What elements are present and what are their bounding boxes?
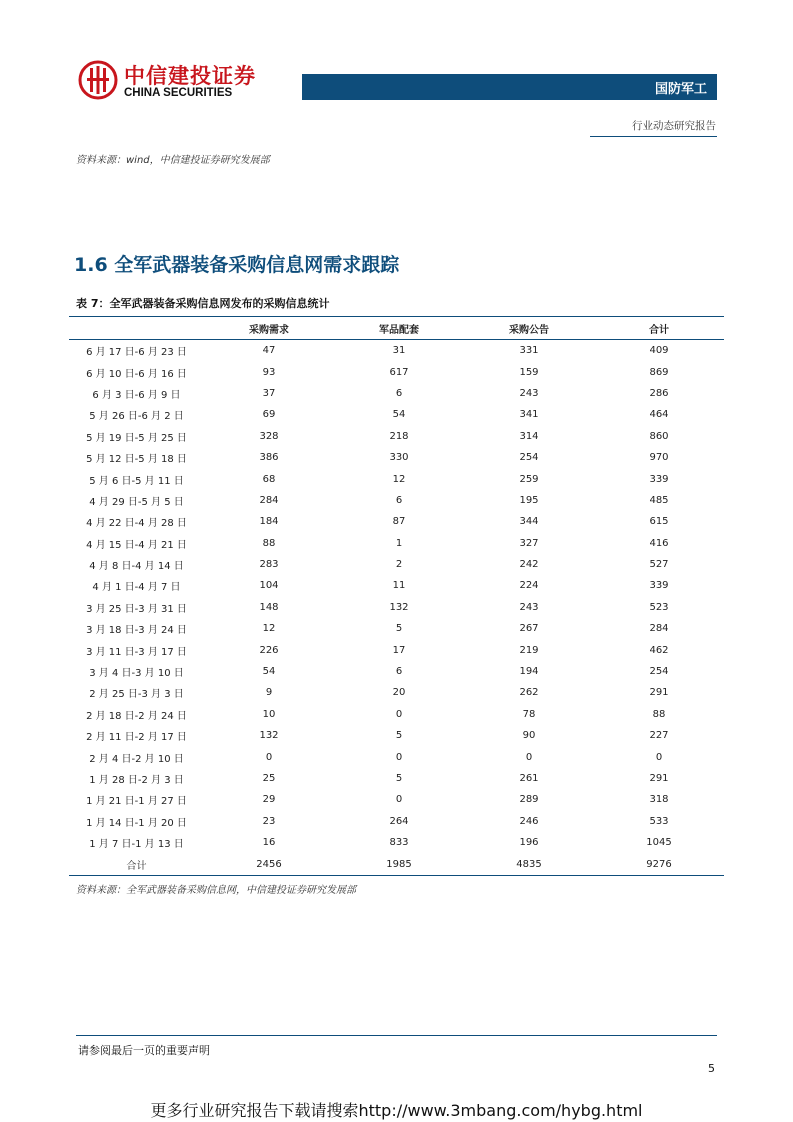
table-cell: 2 月 25 日-3 月 3 日 <box>89 689 184 701</box>
table-cell: 3 月 4 日-3 月 10 日 <box>89 668 184 680</box>
table-cell: 0 <box>395 751 403 763</box>
table-cell: 286 <box>649 387 669 399</box>
table-cell: 93 <box>262 366 276 378</box>
table-cell: 1045 <box>646 837 672 849</box>
header-divider <box>590 136 717 137</box>
table-cell: 6 <box>395 387 403 399</box>
table-row <box>69 597 724 618</box>
table-cell: 328 <box>259 430 279 442</box>
table-cell: 4 月 8 日-4 月 14 日 <box>89 561 184 573</box>
table-cell: 860 <box>649 430 669 442</box>
table-cell: 90 <box>522 730 536 742</box>
table-cell: 318 <box>649 794 669 806</box>
table-cell: 243 <box>519 601 539 613</box>
table-cell: 37 <box>262 387 276 399</box>
table-cell: 344 <box>519 516 539 528</box>
table-cell: 262 <box>519 687 539 699</box>
table-cell: 339 <box>649 580 669 592</box>
table-cell: 1 月 21 日-1 月 27 日 <box>86 796 187 808</box>
table-cell: 88 <box>262 537 276 549</box>
table-header-row <box>69 317 724 340</box>
table-cell: 330 <box>389 452 409 464</box>
table-cell: 195 <box>519 494 539 506</box>
table-cell: 291 <box>649 687 669 699</box>
table-cell: 615 <box>649 516 669 528</box>
table-row <box>69 533 724 554</box>
table-cell: 54 <box>392 409 406 421</box>
table-cell: 533 <box>649 815 669 827</box>
table-row <box>69 490 724 511</box>
promo-banner: 更多行业研究报告下载请搜索http://www.3mbang.com/hybg.html <box>150 1101 643 1120</box>
table-cell: 78 <box>522 708 536 720</box>
table-cell: 9 <box>265 687 273 699</box>
table-cell: 226 <box>259 644 279 656</box>
footer-divider <box>76 1035 717 1036</box>
page-number: 5 <box>708 1062 715 1075</box>
table-cell: 6 月 3 日-6 月 9 日 <box>92 389 181 401</box>
table-cell: 132 <box>259 730 279 742</box>
table-cell: 5 月 26 日-6 月 2 日 <box>89 411 184 423</box>
table-row <box>69 340 724 362</box>
table-cell: 2 月 4 日-2 月 10 日 <box>89 753 184 765</box>
table-row <box>69 618 724 639</box>
table-cell: 5 月 12 日-5 月 18 日 <box>86 454 187 466</box>
logo-chinese-name: 中信建投证券 <box>124 64 256 88</box>
table-cell: 31 <box>392 345 406 357</box>
table-row <box>69 426 724 447</box>
table-cell: 264 <box>389 815 409 827</box>
header-cell-total: 合计 <box>594 317 724 340</box>
table-cell: 0 <box>525 751 533 763</box>
table-cell: 869 <box>649 366 669 378</box>
section-title: 1.6 全军武器装备采购信息网需求跟踪 <box>74 254 400 276</box>
table-row <box>69 811 724 832</box>
table-cell: 11 <box>392 580 406 592</box>
table-cell: 2 月 11 日-2 月 17 日 <box>86 732 187 744</box>
total-cell: 1985 <box>334 853 464 875</box>
table-cell: 485 <box>649 494 669 506</box>
table-row <box>69 447 724 468</box>
total-cell: 4835 <box>464 853 594 875</box>
table-cell: 523 <box>649 601 669 613</box>
table-cell: 0 <box>265 751 273 763</box>
table-cell: 224 <box>519 580 539 592</box>
table-cell: 289 <box>519 794 539 806</box>
table-cell: 218 <box>389 430 409 442</box>
table-cell: 29 <box>262 794 276 806</box>
header-cell-period <box>69 317 204 340</box>
table-row <box>69 768 724 789</box>
table-cell: 5 <box>395 623 403 635</box>
table-cell: 327 <box>519 537 539 549</box>
table-cell: 54 <box>262 666 276 678</box>
table-cell: 617 <box>389 366 409 378</box>
table-cell: 5 月 19 日-5 月 25 日 <box>86 432 187 444</box>
table-cell: 1 <box>395 537 403 549</box>
table-cell: 23 <box>262 815 276 827</box>
table-cell: 254 <box>519 452 539 464</box>
table-cell: 12 <box>262 623 276 635</box>
disclaimer-note: 请参阅最后一页的重要声明 <box>78 1044 210 1057</box>
table-cell: 159 <box>519 366 539 378</box>
table-cell: 5 <box>395 773 403 784</box>
table-cell: 227 <box>649 730 669 742</box>
table-cell: 2 <box>395 559 403 571</box>
table-cell: 284 <box>259 494 279 506</box>
bottom-source-note: 资料来源：全军武器装备采购信息网，中信建投证券研究发展部 <box>76 885 356 896</box>
table-cell: 20 <box>392 687 406 699</box>
table-cell: 17 <box>392 644 406 656</box>
table-cell: 291 <box>649 773 669 784</box>
total-cell: 合计 <box>69 853 204 875</box>
table-cell: 254 <box>649 666 669 678</box>
table-cell: 1 月 14 日-1 月 20 日 <box>86 817 187 829</box>
table-row <box>69 661 724 682</box>
table-cell: 6 月 10 日-6 月 16 日 <box>86 368 187 380</box>
table-cell: 1 月 7 日-1 月 13 日 <box>89 839 184 851</box>
table-cell: 284 <box>649 623 669 635</box>
table-cell: 0 <box>655 751 663 763</box>
table-cell: 194 <box>519 666 539 678</box>
table-cell: 242 <box>519 559 539 571</box>
table-row <box>69 511 724 532</box>
table-cell: 314 <box>519 430 539 442</box>
table-cell: 267 <box>519 623 539 635</box>
table-cell: 833 <box>389 837 409 849</box>
table-cell: 219 <box>519 644 539 656</box>
table-cell: 243 <box>519 387 539 399</box>
table-row <box>69 468 724 489</box>
table-cell: 1 月 28 日-2 月 3 日 <box>89 775 184 786</box>
total-cell: 9276 <box>594 853 724 875</box>
table-cell: 47 <box>262 345 276 357</box>
table-cell: 3 月 18 日-3 月 24 日 <box>86 625 187 637</box>
table-cell: 196 <box>519 837 539 849</box>
header-cell-supporting: 军品配套 <box>334 317 464 340</box>
china-securities-logo-icon <box>78 60 118 100</box>
table-row <box>69 554 724 575</box>
table-caption: 表 7：全军武器装备采购信息网发布的采购信息统计 <box>76 297 330 310</box>
table-cell: 331 <box>519 345 539 357</box>
table-row <box>69 725 724 746</box>
table-cell: 970 <box>649 452 669 464</box>
table-row <box>69 639 724 660</box>
table-cell: 2 月 18 日-2 月 24 日 <box>86 710 187 722</box>
table-row <box>69 383 724 404</box>
table-cell: 0 <box>395 794 403 806</box>
table-total-row <box>69 853 724 875</box>
table-cell: 88 <box>652 708 666 720</box>
report-type: 行业动态研究报告 <box>632 120 716 132</box>
table-row <box>69 746 724 767</box>
table-cell: 416 <box>649 537 669 549</box>
table-row <box>69 361 724 382</box>
table-cell: 261 <box>519 773 539 784</box>
table-cell: 6 <box>395 494 403 506</box>
table-row <box>69 682 724 703</box>
table-row <box>69 704 724 725</box>
sector-label: 国防军工 <box>654 82 707 97</box>
table-cell: 3 月 25 日-3 月 31 日 <box>86 603 187 615</box>
table-cell: 386 <box>259 452 279 464</box>
table-cell: 184 <box>259 516 279 528</box>
table-cell: 3 月 11 日-3 月 17 日 <box>86 646 187 658</box>
table-cell: 104 <box>259 580 279 592</box>
top-source-note: 资料来源：wind，中信建投证券研究发展部 <box>76 155 270 166</box>
table-cell: 4 月 15 日-4 月 21 日 <box>86 539 187 551</box>
table-cell: 5 月 6 日-5 月 11 日 <box>89 475 184 487</box>
table-cell: 12 <box>392 473 406 485</box>
table-row <box>69 575 724 596</box>
table-cell: 5 <box>395 730 403 742</box>
table-cell: 0 <box>395 708 403 720</box>
header-cell-demand: 采购需求 <box>204 317 334 340</box>
table-row <box>69 404 724 425</box>
table-cell: 10 <box>262 708 276 720</box>
table-cell: 283 <box>259 559 279 571</box>
table-row <box>69 832 724 853</box>
table-cell: 25 <box>262 773 276 784</box>
table-cell: 4 月 29 日-5 月 5 日 <box>89 496 184 508</box>
table-cell: 4 月 1 日-4 月 7 日 <box>92 582 181 594</box>
table-cell: 527 <box>649 559 669 571</box>
company-logo <box>78 60 256 102</box>
header-cell-announcement: 采购公告 <box>464 317 594 340</box>
table-cell: 69 <box>262 409 276 421</box>
table-row <box>69 789 724 810</box>
table-cell: 148 <box>259 601 279 613</box>
logo-english-name: CHINA SECURITIES <box>124 87 233 99</box>
table-cell: 87 <box>392 516 406 528</box>
table-cell: 6 月 17 日-6 月 23 日 <box>86 347 187 359</box>
table-cell: 464 <box>649 409 669 421</box>
table-cell: 462 <box>649 644 669 656</box>
table-cell: 409 <box>649 345 669 357</box>
table-cell: 16 <box>262 837 276 849</box>
total-cell: 2456 <box>204 853 334 875</box>
table-cell: 341 <box>519 409 539 421</box>
table-cell: 68 <box>262 473 276 485</box>
table-cell: 6 <box>395 666 403 678</box>
table-cell: 4 月 22 日-4 月 28 日 <box>86 518 187 530</box>
table-cell: 259 <box>519 473 539 485</box>
sector-banner <box>302 74 717 100</box>
table-cell: 132 <box>389 601 409 613</box>
table-cell: 339 <box>649 473 669 485</box>
procurement-stats-table <box>69 316 724 876</box>
table-cell: 246 <box>519 815 539 827</box>
